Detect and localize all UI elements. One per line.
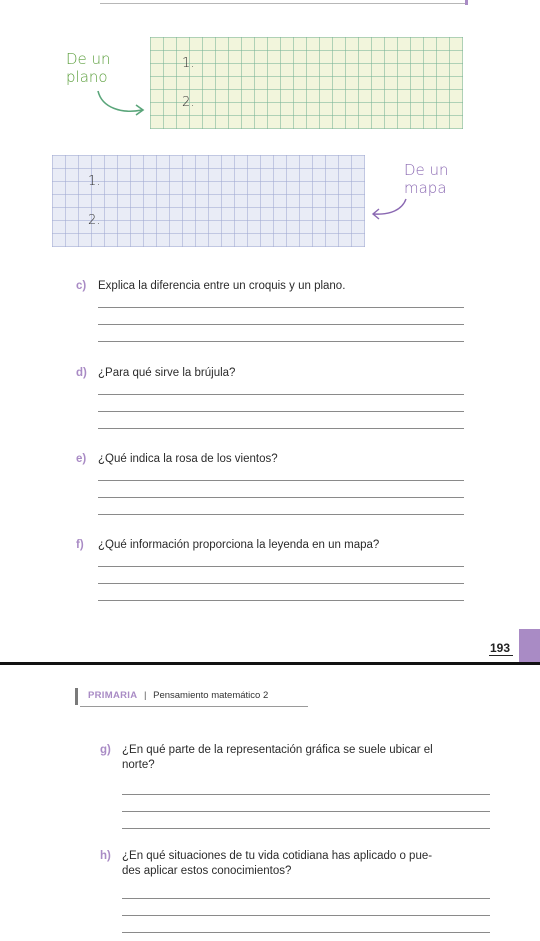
plano-item-2: 2. [182, 95, 195, 110]
question-h-line2: des aplicar estos conocimientos? [122, 865, 292, 877]
question-g-letter: g) [100, 744, 111, 756]
question-f-text: ¿Qué información proporciona la leyenda en un mapa? [98, 539, 380, 551]
question-c-letter: c) [76, 280, 87, 292]
top-rule [100, 3, 468, 4]
answer-line-h2[interactable] [122, 915, 490, 916]
mapa-label-line2: mapa [404, 179, 447, 197]
answer-line-h3[interactable] [122, 932, 490, 933]
question-f-letter: f) [76, 539, 84, 551]
mapa-label-line1: De un [404, 161, 449, 179]
question-g [100, 743, 500, 773]
mapa-label [404, 161, 449, 197]
green-arrow-icon [92, 86, 152, 120]
answer-line-g1[interactable] [122, 794, 490, 795]
header-underline [80, 706, 308, 707]
question-g-line1: ¿En qué parte de la representación gráfica se suele ubicar el [122, 744, 433, 756]
question-c [76, 279, 345, 294]
question-d [76, 366, 235, 381]
header-separator: | [144, 690, 147, 701]
answer-line-e2[interactable] [98, 497, 464, 498]
header-level: PRIMARIA [88, 690, 138, 701]
answer-line-c3[interactable] [98, 341, 464, 342]
question-e-text: ¿Qué indica la rosa de los vientos? [98, 453, 278, 465]
page-side-tab [519, 629, 540, 662]
question-d-letter: d) [76, 367, 87, 379]
answer-line-c1[interactable] [98, 307, 464, 308]
question-e-letter: e) [76, 453, 87, 465]
top-accent-mark [465, 0, 468, 5]
purple-arrow-icon [368, 196, 412, 222]
mapa-grid-paper [52, 155, 365, 247]
question-g-line2: norte? [122, 759, 155, 771]
plano-label-line2: plano [66, 68, 108, 86]
answer-line-c2[interactable] [98, 324, 464, 325]
answer-line-d2[interactable] [98, 411, 464, 412]
plano-item-1: 1. [182, 56, 195, 71]
answer-line-f1[interactable] [98, 566, 464, 567]
answer-line-g2[interactable] [122, 811, 490, 812]
page-divider [0, 662, 540, 665]
header-title: Pensamiento matemático 2 [153, 690, 269, 701]
question-h-letter: h) [100, 850, 111, 862]
answer-line-d3[interactable] [98, 428, 464, 429]
page-number-underline [489, 655, 513, 656]
page-header [88, 690, 268, 701]
page-number: 193 [490, 641, 511, 655]
plano-grid-paper [150, 37, 463, 129]
question-c-text: Explica la diferencia entre un croquis y un plano. [98, 280, 346, 292]
answer-line-d1[interactable] [98, 394, 464, 395]
mapa-item-1: 1. [88, 174, 101, 189]
answer-line-e1[interactable] [98, 480, 464, 481]
header-bar [75, 688, 78, 705]
answer-line-g3[interactable] [122, 828, 490, 829]
answer-line-e3[interactable] [98, 514, 464, 515]
question-d-text: ¿Para qué sirve la brújula? [98, 367, 236, 379]
question-e [76, 452, 278, 467]
mapa-item-2: 2. [88, 213, 101, 228]
answer-line-h1[interactable] [122, 898, 490, 899]
question-h [100, 849, 500, 879]
plano-label-line1: De un [66, 50, 111, 68]
answer-line-f2[interactable] [98, 583, 464, 584]
answer-line-f3[interactable] [98, 600, 464, 601]
question-f [76, 538, 379, 553]
plano-label [66, 50, 111, 86]
question-h-line1: ¿En qué situaciones de tu vida cotidiana has aplicado o pue- [122, 850, 433, 862]
